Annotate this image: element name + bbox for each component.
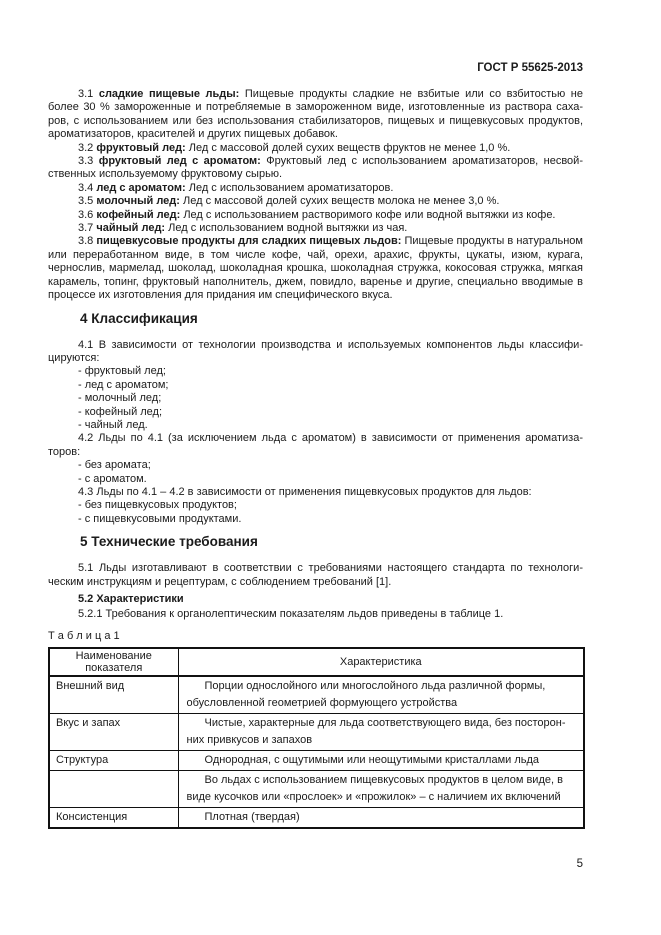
row-value-cell: Однородная, с ощутимыми или неощутимыми кристаллами льда xyxy=(178,750,584,770)
row-value-cell: Чистые, характерные для льда соответствующего вида, без посторонних привкусов и запахов xyxy=(178,713,584,750)
paragraph: 3.7 чайный лед: Лед с использованием водной вытяжки из чая. xyxy=(78,222,408,235)
document-content-column xyxy=(48,0,583,829)
running-header-standard-number: ГОСТ Р 55625-2013 xyxy=(477,62,583,74)
row-label-cell xyxy=(49,770,178,807)
paragraph: 3.5 молочный лед: Лед с массовой долей сухих веществ молока не менее 3,0 %. xyxy=(78,195,500,208)
paragraph: 3.6 кофейный лед: Лед с использованием растворимого кофе или водной вытяжки из кофе. xyxy=(78,208,556,221)
section-heading: 5 Технические требования xyxy=(80,534,258,550)
paragraph: 3.1 сладкие пищевые льды: Пищевые продукты сладкие не взбитые или со взбитостью не более 30 % замороженные и потребляемые в замороженном виде, изготовленные из раствора сахаров, с использованием или без использования стабилизаторов, пищевых и пищевкусовых продуктов, ароматизаторов, красителей и других пищевых добавок. xyxy=(48,88,583,141)
list-item: - с ароматом. xyxy=(78,472,147,485)
document-body xyxy=(48,88,583,622)
table-caption: Т а б л и ц а 1 xyxy=(48,629,120,642)
list-item: - фруктовый лед; xyxy=(78,365,166,378)
table-row xyxy=(49,807,584,828)
paragraph: 4.2 Льды по 4.1 (за исключением льда с ароматом) в зависимости от применения ароматизаторов: xyxy=(48,432,583,458)
row-label-cell: Вкус и запах xyxy=(49,713,178,750)
row-label-cell: Структура xyxy=(49,750,178,770)
paragraph: 4.1 В зависимости от технологии производства и используемых компонентов льды классифицируются: xyxy=(48,338,583,364)
list-item: - лед с ароматом; xyxy=(78,378,169,391)
list-item: - без аромата; xyxy=(78,459,151,472)
paragraph: 3.4 лед с ароматом: Лед с использованием ароматизаторов. xyxy=(78,181,394,194)
table-row xyxy=(49,676,584,714)
list-item: - с пищевкусовыми продуктами. xyxy=(78,512,242,525)
paragraph: 3.2 фруктовый лед: Лед с массовой долей сухих веществ фруктов не менее 1,0 %. xyxy=(78,141,511,154)
column-header-characteristic: Характеристика xyxy=(178,648,584,676)
paragraph: 4.3 Льды по 4.1 – 4.2 в зависимости от применения пищевкусовых продуктов для льдов: xyxy=(78,485,532,498)
paragraph: 3.8 пищевкусовые продукты для сладких пищевых льдов: Пищевые продукты в натуральном или переработанном виде, в том числе кофе, чай, орехи, арахис, фрукты, цукаты, изюм, курага, чернослив, мармелад, шоколад, шоколадная крошка, шоколадная стружка, кокосовая стружка, мягкая карамель, топинг, фруктовый наполнитель, джем, повидло, варенье и другие, специально вводимые в процессе их изготовления для придания им специфического вкуса. xyxy=(48,235,583,302)
list-item: - чайный лед. xyxy=(78,418,148,431)
row-value-cell: Во льдах с использованием пищевкусовых продуктов в целом виде, в виде кусочков или «прослоек» и «прожилок» – с наличием их включений xyxy=(178,770,584,807)
row-label-cell: Внешний вид xyxy=(49,676,178,714)
list-item: - без пищевкусовых продуктов; xyxy=(78,499,237,512)
paragraph: 5.2 Характеристики xyxy=(78,593,184,605)
list-item: - кофейный лед; xyxy=(78,405,163,418)
paragraph: 5.2.1 Требования к органолептическим показателям льдов приведены в таблице 1. xyxy=(78,608,504,621)
list-item: - молочный лед; xyxy=(78,392,162,405)
column-header-indicator-name: Наименование показателя xyxy=(49,648,178,676)
paragraph: 5.1 Льды изготавливают в соответствии с требованиями настоящего стандарта по технологическим инструкциям и рецептурам, с соблюдением требований [1]. xyxy=(48,562,583,588)
page-number: 5 xyxy=(576,858,583,870)
table-row xyxy=(49,713,584,750)
row-value-cell: Плотная (твердая) xyxy=(178,807,584,828)
paragraph: 3.3 фруктовый лед с ароматом: Фруктовый лед с использованием ароматизаторов, несвойственных используемому фруктовому сырью. xyxy=(48,155,583,181)
row-label-cell: Консистенция xyxy=(49,807,178,828)
table-header-row xyxy=(49,648,584,676)
table-row xyxy=(49,750,584,770)
section-heading: 4 Классификация xyxy=(80,310,198,326)
row-value-cell: Порции однослойного или многослойного льда различной формы, обусловленной геометрией формующего устройства xyxy=(178,676,584,714)
organoleptic-characteristics-table xyxy=(48,647,585,829)
table-row xyxy=(49,770,584,807)
